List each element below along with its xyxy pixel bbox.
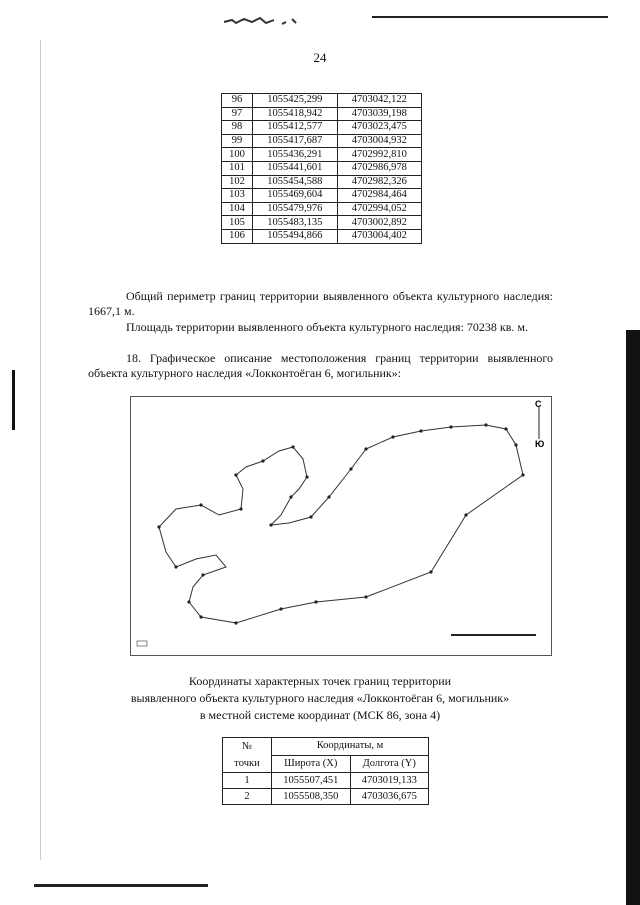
table-row: [222, 161, 422, 175]
point-number-cell: 105: [222, 216, 253, 230]
scan-margin-line: [40, 40, 41, 860]
header-coordinates: Координаты, м: [272, 738, 429, 756]
table-row: [222, 107, 422, 121]
x-coordinate-cell: 1055508,350: [272, 789, 351, 805]
y-coordinate-cell: 4703023,475: [337, 121, 422, 135]
table-row: [222, 189, 422, 203]
point-number-cell: 100: [222, 148, 253, 162]
point-number-cell: 98: [222, 121, 253, 135]
x-coordinate-cell: 1055412,577: [253, 121, 338, 135]
perimeter-paragraph: Общий периметр границ территории выявленного объекта культурного наследия: 1667,1 м.: [88, 289, 553, 318]
y-coordinate-cell: 4703039,198: [337, 107, 422, 121]
y-coordinate-cell: 4703019,133: [350, 773, 429, 789]
x-coordinate-cell: 1055507,451: [272, 773, 351, 789]
table-row: [222, 121, 422, 135]
scan-artifact: [222, 14, 302, 28]
point-number-cell: 101: [222, 161, 253, 175]
y-coordinate-cell: 4703004,932: [337, 134, 422, 148]
boundary-map-drawing: [131, 397, 551, 655]
coordinates-table-top: [221, 93, 422, 244]
y-coordinate-cell: 4703036,675: [350, 789, 429, 805]
y-coordinate-cell: 4703042,122: [337, 94, 422, 108]
south-label: Ю: [535, 439, 545, 449]
boundary-map: [130, 396, 552, 656]
page-number: 24: [313, 50, 327, 65]
x-coordinate-cell: 1055469,604: [253, 189, 338, 203]
table-row: [222, 202, 422, 216]
x-coordinate-cell: 1055479,976: [253, 202, 338, 216]
table-row: [222, 229, 422, 243]
point-number-cell: 106: [222, 229, 253, 243]
header-x: Широта (X): [272, 755, 351, 773]
table-row: [222, 175, 422, 189]
top-rule: [372, 16, 608, 18]
table-row: [222, 94, 422, 108]
y-coordinate-cell: 4703002,892: [337, 216, 422, 230]
table-row: [223, 789, 429, 805]
point-number-cell: 97: [222, 107, 253, 121]
y-coordinate-cell: 4702994,052: [337, 202, 422, 216]
y-coordinate-cell: 4702982,326: [337, 175, 422, 189]
x-coordinate-cell: 1055494,866: [253, 229, 338, 243]
point-number-cell: 104: [222, 202, 253, 216]
x-coordinate-cell: 1055418,942: [253, 107, 338, 121]
x-coordinate-cell: 1055441,601: [253, 161, 338, 175]
y-coordinate-cell: 4703004,402: [337, 229, 422, 243]
caption-line-2: выявленного объекта культурного наследия «Локконтоёган 6, могильник»: [130, 691, 510, 705]
point-number-cell: 96: [222, 94, 253, 108]
item-18-paragraph: 18. Графическое описание местоположения границ территории выявленного объекта культурного наследия «Локконтоёган 6, могильник»:: [88, 351, 553, 380]
x-coordinate-cell: 1055483,135: [253, 216, 338, 230]
coordinates-table-bottom: [222, 737, 429, 805]
scan-edge-shadow: [626, 330, 640, 905]
point-number-cell: 103: [222, 189, 253, 203]
point-number-cell: 102: [222, 175, 253, 189]
point-number-cell: 2: [223, 789, 272, 805]
x-coordinate-cell: 1055436,291: [253, 148, 338, 162]
x-coordinate-cell: 1055454,588: [253, 175, 338, 189]
table-row: [223, 773, 429, 789]
table-caption: [0, 673, 640, 724]
bottom-rule: [34, 884, 208, 887]
header-y: Долгота (Y): [350, 755, 429, 773]
y-coordinate-cell: 4702986,978: [337, 161, 422, 175]
point-number-cell: 1: [223, 773, 272, 789]
y-coordinate-cell: 4702992,810: [337, 148, 422, 162]
scan-edge-mark: [12, 370, 15, 430]
y-coordinate-cell: 4702984,464: [337, 189, 422, 203]
header-number: № точки: [223, 738, 272, 773]
x-coordinate-cell: 1055417,687: [253, 134, 338, 148]
north-label: С: [535, 399, 542, 409]
x-coordinate-cell: 1055425,299: [253, 94, 338, 108]
point-number-cell: 99: [222, 134, 253, 148]
legend-swatch: [137, 641, 147, 646]
table-row: [222, 148, 422, 162]
caption-line-1: Координаты характерных точек границ территории: [188, 674, 452, 688]
boundary-line: [159, 425, 523, 623]
table-row: [222, 134, 422, 148]
table-row: [222, 216, 422, 230]
area-paragraph: Площадь территории выявленного объекта культурного наследия: 70238 кв. м.: [126, 320, 528, 334]
caption-line-3: в местной системе координат (МСК 86, зона 4): [199, 708, 441, 722]
